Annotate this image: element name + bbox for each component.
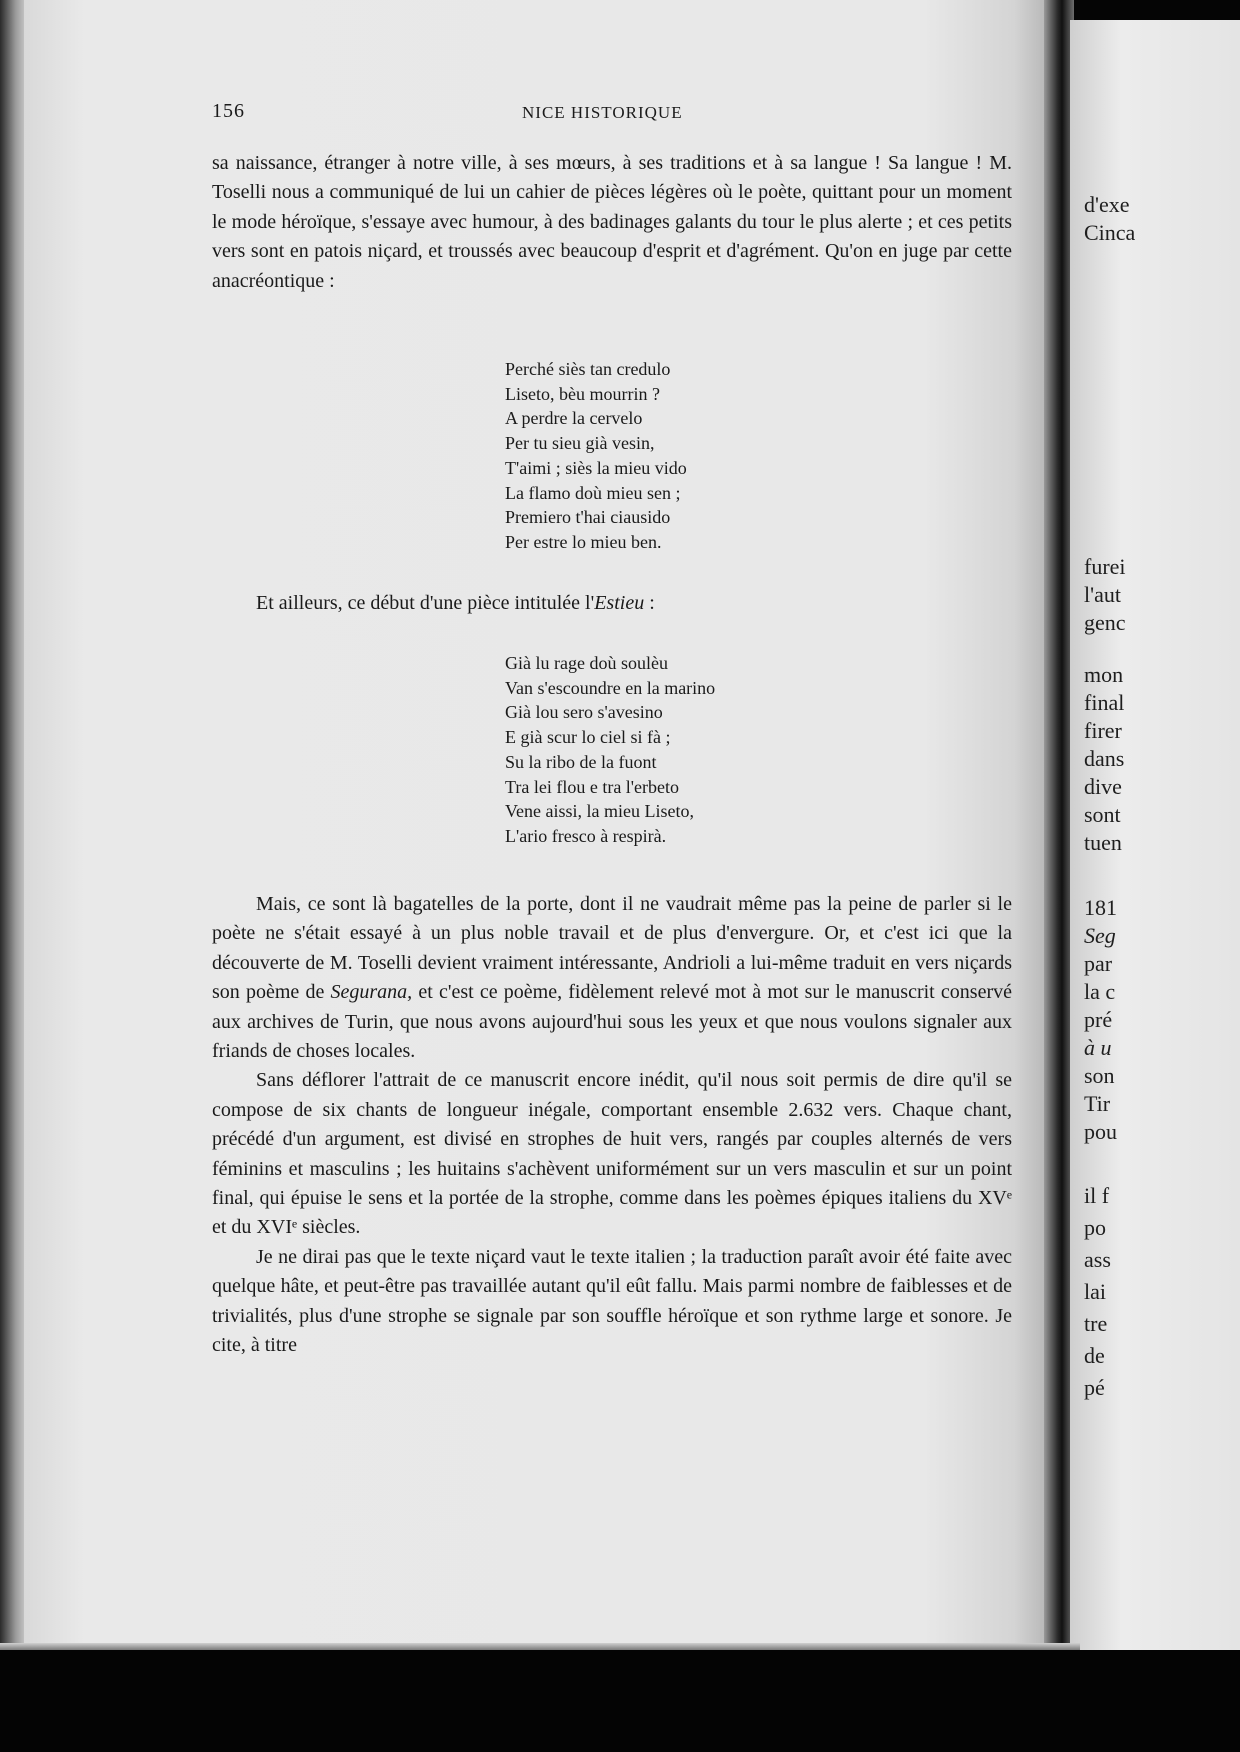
facing-page-fragment: Seg [1084, 923, 1116, 948]
poem-title-estieu: Estieu [594, 592, 645, 614]
paragraph-2 [212, 589, 1012, 618]
facing-page-fragment: firer [1084, 718, 1122, 743]
facing-page-fragment: mon [1084, 662, 1124, 687]
facing-page [1070, 20, 1240, 1660]
facing-page-fragment: d'exe [1084, 192, 1130, 217]
facing-page-fragment: tuen [1084, 830, 1122, 855]
facing-page-fragment: l'aut [1084, 582, 1121, 607]
facing-page-fragment: dans [1084, 746, 1125, 771]
facing-page-fragment: 181 [1084, 895, 1117, 920]
paragraph-5: Je ne dirai pas que le texte niçard vaut le texte italien ; la traduction paraît avoir été faite avec quelque hâte, et peut-être pas travaillée autant qu'il eût fallu. Mais parmi nombre de faiblesses et de trivialités, plus d'une strophe se signale par son souffle héroïque et son rythme large et sonore. Je cite, à titre [212, 1245, 1012, 1357]
facing-page-fragment: de [1084, 1343, 1105, 1368]
poem-anacreontique [505, 357, 687, 555]
paragraph-1 [212, 149, 1012, 296]
verse-line: Già lu rage doù soulèu [505, 653, 668, 673]
facing-page-fragment: pé [1084, 1375, 1105, 1400]
verse-line: L'ario fresco à respirà. [505, 825, 667, 846]
facing-page-fragment: Tir [1084, 1091, 1111, 1116]
facing-page-fragment: pou [1084, 1119, 1117, 1144]
facing-page-fragment: la c [1084, 979, 1116, 1004]
facing-page-fragment: lai [1084, 1279, 1106, 1304]
verse-line: Già lou sero s'avesino [505, 702, 663, 723]
verse-line: Su la ribo de la fuont [505, 751, 657, 772]
paragraph-4: Sans déflorer l'attrait de ce manuscrit encore inédit, qu'il nous soit permis de dire qu'il se compose de six chants de longueur inégale, comportant ensemble 2.632 vers. Chaque chant, précédé d'un argument, est divisé en strophes de huit vers, rangés par couples alternés de vers féminins et masculins ; les huitains s'achèvent uniformément sur un vers masculin et sur un point final, qui épuise le sens et la portée de la strophe, comme dans les poèmes épiques italiens du XVᵉ et du XVIᵉ siècles. [212, 1069, 1012, 1239]
facing-page-fragment: il f [1084, 1183, 1110, 1208]
facing-page-fragment: furei [1084, 554, 1126, 579]
paragraph-2-end: : [644, 592, 655, 614]
verse-line: Per tu sieu già vesin, [505, 433, 655, 454]
scan-bottom-band [0, 1650, 1240, 1752]
verse-line: Liseto, bèu mourrin ? [505, 383, 660, 404]
paragraph-3-after: et c'est ce poème, fidèlement relevé mot à mot sur le manuscrit conservé aux archives de Turin, que nous avons aujourd'hui sous les yeux et que nous voulons signaler aux friands de choses locales. [212, 981, 1012, 1063]
facing-page-fragment: dive [1084, 774, 1122, 799]
verse-line: La flamo doù mieu sen ; [505, 482, 681, 503]
paragraph-3-before: Mais, ce sont là bagatelles de la porte, dont il ne vaudrait même pas la peine de parler si le poète ne s'était essayé à un plus noble travail et de plus d'envergure. Or, et c'est ici que la découverte de M. Toselli devient vraiment intéressante, Andrioli a lui-même traduit en vers niçards son poème de [212, 893, 1012, 1004]
facing-page-fragment: tre [1084, 1311, 1108, 1336]
facing-page-fragment: par [1084, 951, 1113, 976]
paragraph-text [212, 589, 1012, 618]
poem-estieu [505, 651, 715, 849]
facing-page-fragment: Cinca [1084, 220, 1136, 245]
paragraph-text: sa naissance, étranger à notre ville, à ses mœurs, à ses traditions et à sa langue ! Sa langue ! M. Toselli nous a communiqué de lui un cahier de pièces légères où le poète, quittant pour un moment le mode héroïque, s'essaye avec humour, à des badinages galants du tour le plus alerte ; et ces petits vers sont en patois niçard, et troussés avec beaucoup d'esprit et d'agrément. Qu'on en juge par cette anacréontique : [212, 152, 1012, 292]
facing-page-fragment: son [1084, 1063, 1115, 1088]
facing-page-fragment: ass [1084, 1247, 1111, 1272]
verse-line: Tra lei flou e tra l'erbeto [505, 776, 680, 797]
verse-line: T'aimi ; siès la mieu vido [505, 457, 687, 478]
verse-line: Vene aissi, la mieu Liseto, [505, 801, 694, 822]
poem-title-segurana: Segurana, [330, 981, 413, 1004]
body-text [212, 890, 1012, 1361]
facing-page-fragment: genc [1084, 610, 1126, 635]
facing-page-fragment: pré [1084, 1007, 1113, 1032]
page-number: 156 [212, 100, 245, 122]
verse-line: A perdre la cervelo [505, 408, 643, 429]
facing-page-fragment: po [1084, 1215, 1106, 1240]
verse-line: Premiero t'hai ciausido [505, 507, 671, 528]
verse-line: Van s'escoundre en la marino [505, 677, 716, 698]
paragraph-2-text: Et ailleurs, ce début d'une pièce intitulée l' [256, 592, 595, 614]
paragraph-3 [212, 890, 1012, 1066]
verse-line: E già scur lo ciel si fà ; [505, 727, 671, 748]
facing-page-fragment: sont [1084, 802, 1121, 827]
facing-page-fragment: à u [1084, 1035, 1112, 1060]
scan-left-edge [0, 0, 26, 1650]
running-head: NICE HISTORIQUE [522, 103, 683, 122]
verse-line: Perché siès tan credulo [505, 359, 671, 379]
verse-line: Per estre lo mieu ben. [505, 531, 662, 552]
facing-page-fragment: final [1084, 690, 1125, 715]
page-header [212, 100, 1012, 130]
